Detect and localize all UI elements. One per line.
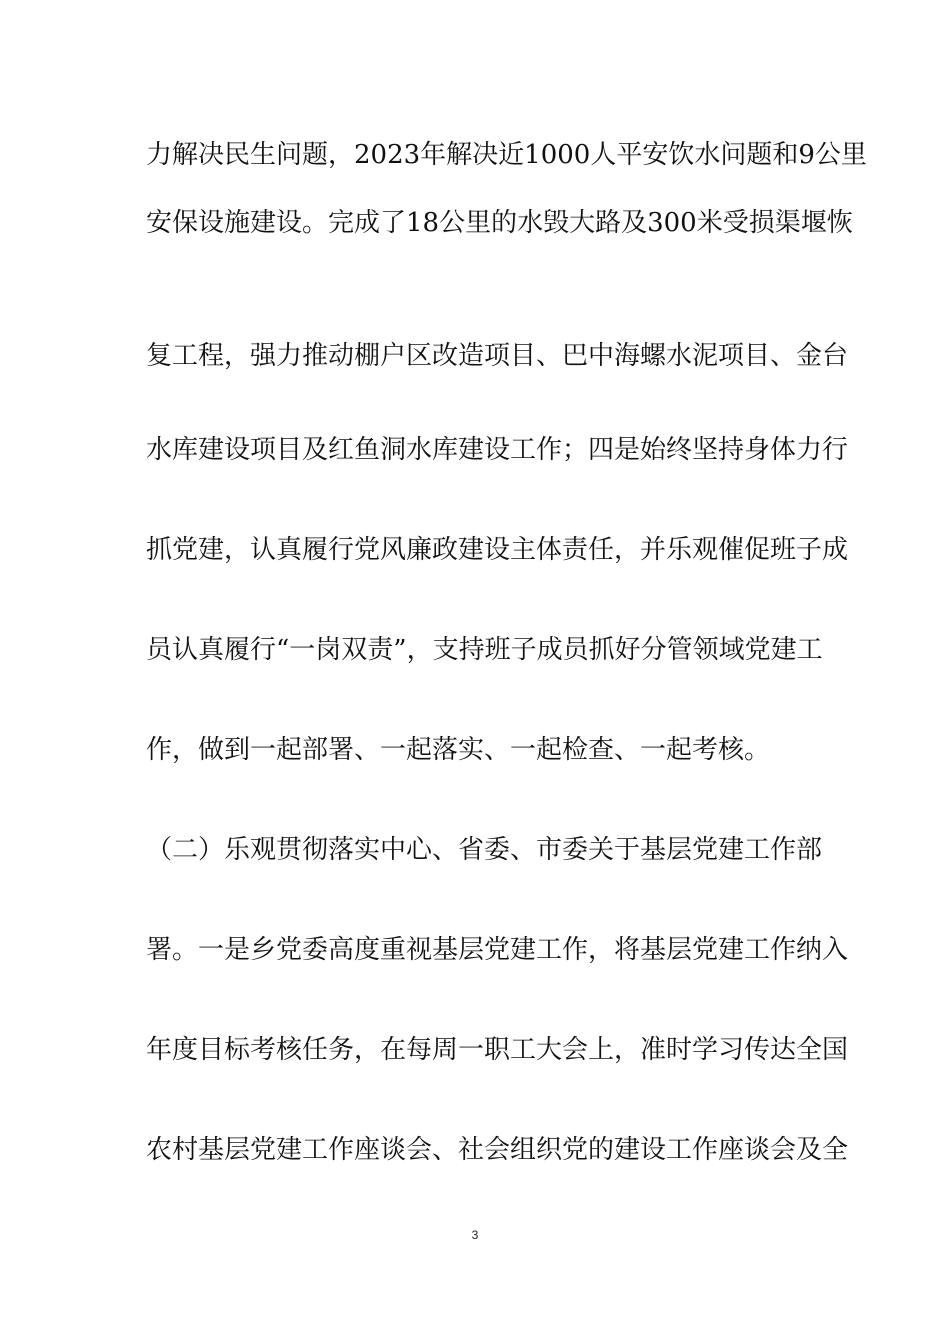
body-text-line: 作，做到一起部署、一起落实、一起检查、一起考核。 — [146, 735, 771, 765]
section-heading-line: （二）乐观贯彻落实中心、省委、市委关于基层党建工作部 — [146, 835, 823, 865]
body-text-line: 水库建设项目及红鱼洞水库建设工作；四是始终坚持身体力行 — [146, 435, 849, 465]
body-text-line: 员认真履行“一岗双责”，支持班子成员抓好分管领域党建工 — [146, 635, 823, 665]
body-text-line: 安保设施建设。完成了18公里的水毁大路及300米受损渠堰恢 — [146, 208, 853, 238]
body-text-line: 署。一是乡党委高度重视基层党建工作，将基层党建工作纳入 — [146, 935, 849, 965]
body-text-line: 农村基层党建工作座谈会、社会组织党的建设工作座谈会及全 — [146, 1135, 849, 1165]
body-text-line: 复工程，强力推动棚户区改造项目、巴中海螺水泥项目、金台 — [146, 341, 849, 371]
body-text-line: 抓党建，认真履行党风廉政建设主体责任，并乐观催促班子成 — [146, 535, 849, 565]
body-text-line: 年度目标考核任务，在每周一职工大会上，准时学习传达全国 — [146, 1035, 849, 1065]
body-text-line: 力解决民生问题，2023年解决近1000人平安饮水问题和9公里 — [146, 140, 867, 170]
page-number: 3 — [471, 1228, 479, 1242]
